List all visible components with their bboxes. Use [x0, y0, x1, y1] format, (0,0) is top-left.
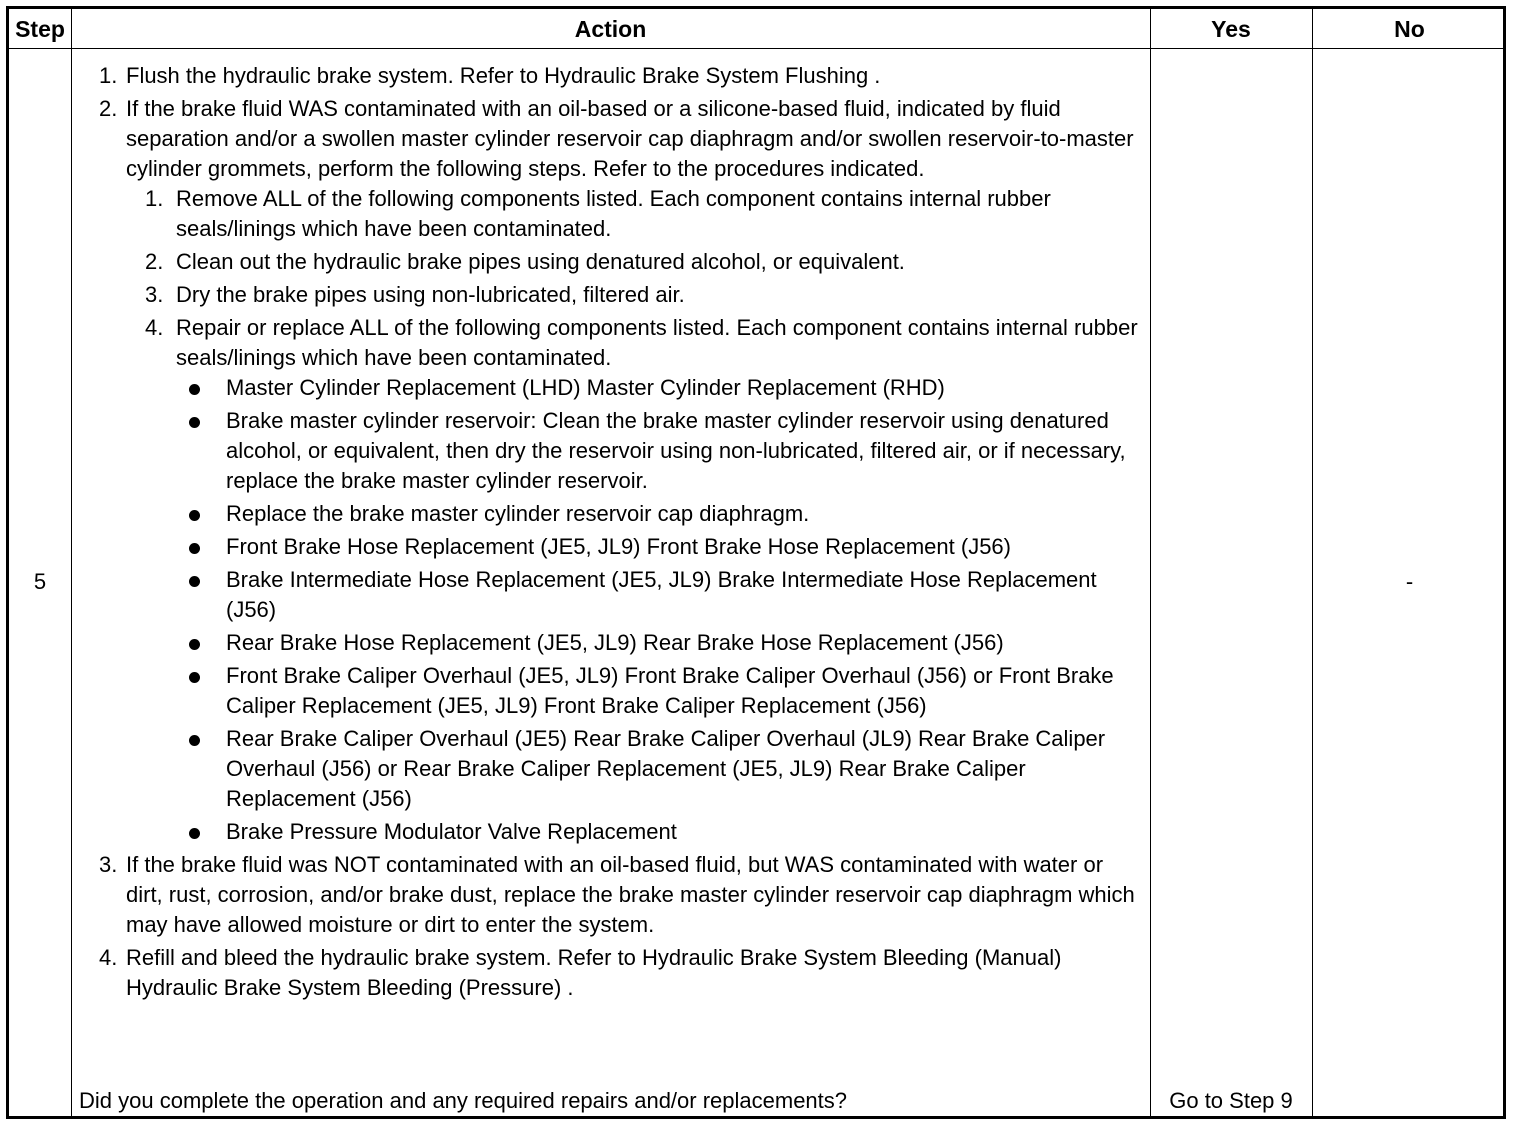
bullet-icon [189, 417, 200, 428]
header-step: Step [15, 16, 65, 42]
action-steps-list [71, 61, 1150, 1003]
bullet-icon [189, 735, 200, 746]
list-item: Brake master cylinder reservoir: Clean the brake master cylinder reservoir using denatured alcohol, or equivalent, then dry the reservoir using non-lubricated, filtered air, or if necessary, replace the brake master cylinder reservoir. [176, 406, 1142, 496]
list-item: Rear Brake Hose Replacement (JE5, JL9) Rear Brake Hose Replacement (J56) [176, 628, 1142, 658]
list-item: 1. Remove ALL of the following components listed. Each component contains internal rubber seals/linings which have been contaminated. [145, 186, 1051, 241]
yes-result: Go to Step 9 [1169, 1088, 1293, 1113]
list-item: Replace the brake master cylinder reservoir cap diaphragm. [176, 499, 1142, 529]
header-action: Action [574, 16, 647, 42]
header-no: No [1394, 16, 1425, 42]
completion-question: Did you complete the operation and any required repairs and/or replacements? [79, 1088, 848, 1113]
action-cell [71, 61, 1150, 1006]
bullet-icon [189, 672, 200, 683]
header-yes: Yes [1211, 16, 1251, 42]
diagnostic-table [6, 6, 1506, 1119]
list-item: 1. Flush the hydraulic brake system. Refer to Hydraulic Brake System Flushing . [99, 63, 881, 88]
list-item: 3. If the brake fluid was NOT contaminated with an oil-based fluid, but WAS contaminated with water or dirt, rust, corrosion, and/or brake dust, replace the brake master cylinder reservoir cap diaphragm which may have allowed moisture or dirt to enter the system. [99, 852, 1135, 937]
column-divider [1150, 9, 1151, 1116]
list-item: 4. Refill and bleed the hydraulic brake system. Refer to Hydraulic Brake System Bleeding (Manual) Hydraulic Brake System Bleeding (Pressure) . [99, 945, 1062, 1000]
header-divider [9, 48, 1503, 49]
bullet-icon [189, 384, 200, 395]
list-item: Brake Pressure Modulator Valve Replacement [176, 817, 1142, 847]
no-result: - [1405, 569, 1414, 594]
sub-steps-list [126, 184, 1142, 847]
list-item: Master Cylinder Replacement (LHD) Master Cylinder Replacement (RHD) [176, 373, 1142, 403]
bullet-icon [189, 543, 200, 554]
list-item: Rear Brake Caliper Overhaul (JE5) Rear Brake Caliper Overhaul (JL9) Rear Brake Caliper Overhaul (J56) or Rear Brake Caliper Replacement (JE5, JL9) Rear Brake Caliper Replacement (J56) [176, 724, 1142, 814]
bullet-icon [189, 828, 200, 839]
list-item: Front Brake Caliper Overhaul (JE5, JL9) Front Brake Caliper Overhaul (J56) or Front Brake Caliper Replacement (JE5, JL9) Front Brake Caliper Replacement (J56) [176, 661, 1142, 721]
step-number: 5 [33, 569, 47, 594]
list-item: Front Brake Hose Replacement (JE5, JL9) Front Brake Hose Replacement (J56) [176, 532, 1142, 562]
component-bullet-list [176, 373, 1142, 847]
bullet-icon [189, 576, 200, 587]
bullet-icon [189, 639, 200, 650]
list-item: 2. If the brake fluid WAS contaminated with an oil-based or a silicone-based fluid, indicated by fluid separation and/or a swollen master cylinder reservoir cap diaphragm and/or swollen reservoir-to-master cylinder grommets, perform the following steps. Refer to the procedures indicated. 1. Remove ALL of the following components listed. Each component contains internal rubber seals/linings which have been contaminated. 2. Clean out the hydraulic brake pipes using denatured alcohol, or equivalent. 3. Dry the brake pipes using non-lubricated, filtered air. 4. Repair or replace ALL of the following components listed. Each component contains internal rubber seals/linings which have been contaminated. Master Cylinder Replacement (LHD) Master Cylinder Replacement (RHD) Brake master cylinder reservoir: Clean the brake master cylinder reservoir using denatured alcohol, or equivalent, then dry the reservoir using non-lubricated, filtered air, or if necessary, replace the brake master cylinder reservoir. Replace the brake master cylinder reservoir cap diaphragm. Front Brake Hose Replacement (JE5, JL9) Front Brake Hose Replacement (J56) Brake Intermediate Hose Replacement (JE5, JL9) Brake Intermediate Hose Replacement (J56) Rear Brake Hose Replacement (JE5, JL9) Rear Brake Hose Replacement (J56) Front Brake Caliper Overhaul (JE5, JL9) Front Brake Caliper Overhaul (J56) or Front Brake Caliper Replacement (JE5, JL9) Front Brake Caliper Replacement (J56) Rear Brake Caliper Overhaul (JE5) Rear Brake Caliper Overhaul (JL9) Rear Brake Caliper Overhaul (J56) or Rear Brake Caliper Replacement (JE5, JL9) Rear Brake Caliper Replacement (J56) Brake Pressure Modulator Valve Replacement [71, 94, 1150, 847]
list-item: Brake Intermediate Hose Replacement (JE5, JL9) Brake Intermediate Hose Replacement (J56) [176, 565, 1142, 625]
bullet-icon [189, 510, 200, 521]
list-item: 3. Dry the brake pipes using non-lubricated, filtered air. [145, 282, 685, 307]
list-item: 4. Repair or replace ALL of the following components listed. Each component contains internal rubber seals/linings which have been contaminated. Master Cylinder Replacement (LHD) Master Cylinder Replacement (RHD) Brake master cylinder reservoir: Clean the brake master cylinder reservoir using denatured alcohol, or equivalent, then dry the reservoir using non-lubricated, filtered air, or if necessary, replace the brake master cylinder reservoir. Replace the brake master cylinder reservoir cap diaphragm. Front Brake Hose Replacement (JE5, JL9) Front Brake Hose Replacement (J56) Brake Intermediate Hose Replacement (JE5, JL9) Brake Intermediate Hose Replacement (J56) Rear Brake Hose Replacement (JE5, JL9) Rear Brake Hose Replacement (J56) Front Brake Caliper Overhaul (JE5, JL9) Front Brake Caliper Overhaul (J56) or Front Brake Caliper Replacement (JE5, JL9) Front Brake Caliper Replacement (J56) Rear Brake Caliper Overhaul (JE5) Rear Brake Caliper Overhaul (JL9) Rear Brake Caliper Overhaul (J56) or Rear Brake Caliper Replacement (JE5, JL9) Rear Brake Caliper Replacement (J56) Brake Pressure Modulator Valve Replacement [126, 313, 1142, 847]
column-divider [1312, 9, 1313, 1116]
list-item: 2. Clean out the hydraulic brake pipes using denatured alcohol, or equivalent. [145, 249, 905, 274]
